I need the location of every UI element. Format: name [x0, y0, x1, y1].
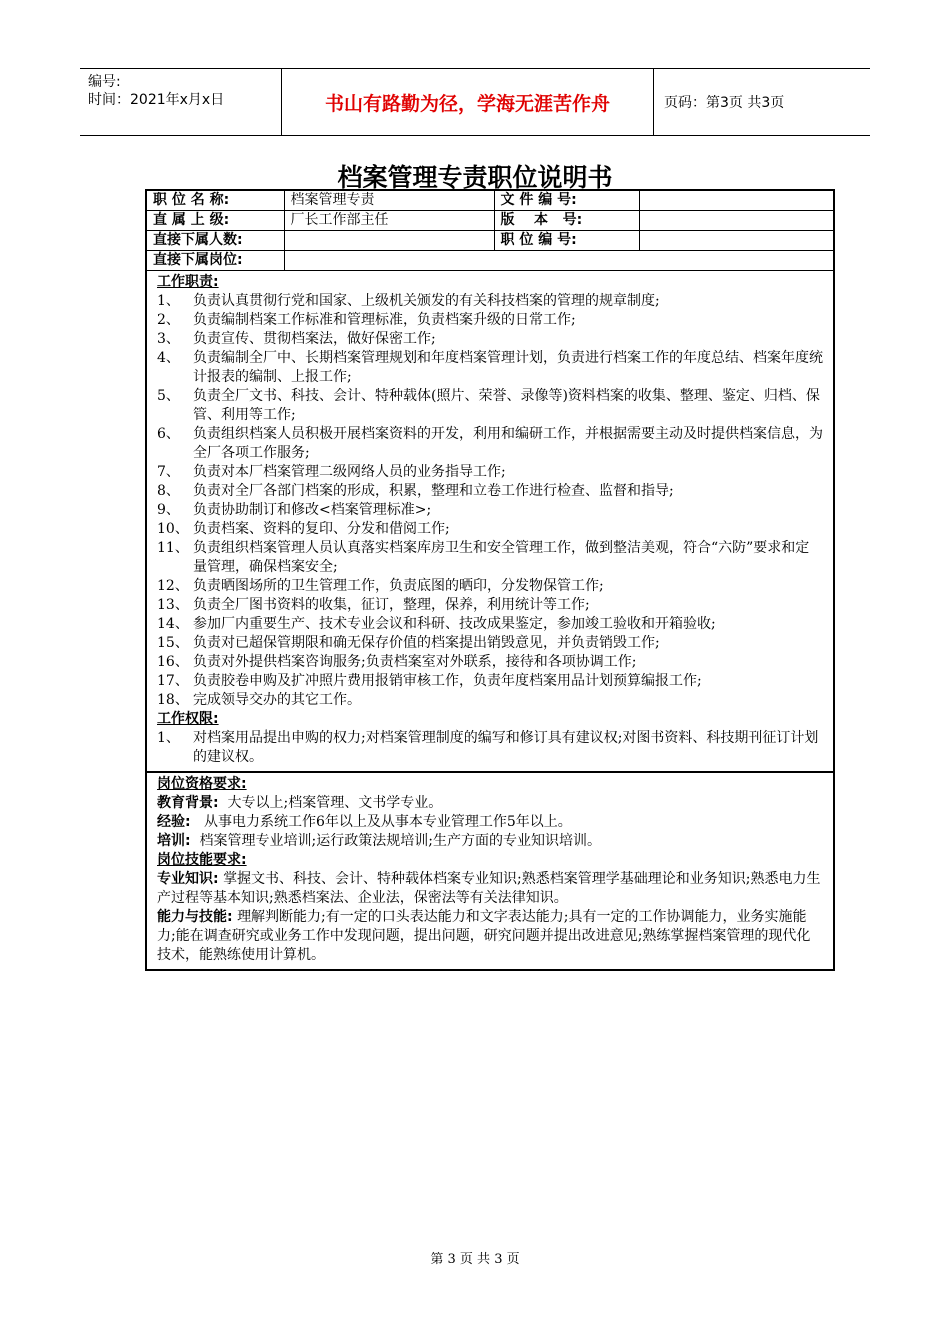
qualifications-section — [146, 772, 834, 970]
subordinate-position-value — [284, 251, 834, 271]
knowledge-text: 掌握文书、科技、会计、特种载体档案专业知识;熟悉档案管理学基础理论和业务知识;熟悉电力生产过程等基本知识;熟悉档案法、企业法，保密法等有关法律知识。 — [157, 871, 821, 906]
version-label: 版 本 号: — [494, 211, 639, 231]
ability-label: 能力与技能: — [157, 909, 233, 925]
authority-list — [157, 729, 823, 767]
document-title: 档案管理专责职位说明书 — [337, 163, 613, 192]
training-text: 档案管理专业培训;运行政策法规培训;生产方面的专业知识培训。 — [199, 833, 601, 849]
experience-label: 经验: — [157, 814, 191, 830]
duties-list — [157, 292, 823, 710]
item-number: 10、 — [157, 521, 189, 537]
item-text: 负责档案、资料的复印、分发和借阅工作; — [193, 521, 450, 537]
list-item — [157, 691, 823, 710]
item-number: 7、 — [157, 464, 180, 480]
list-item — [157, 292, 823, 311]
position-number-value — [639, 231, 834, 251]
item-text: 负责全厂图书资料的收集，征订，整理，保养，利用统计等工作; — [193, 597, 590, 613]
duties-heading: 工作职责: — [157, 274, 219, 290]
list-item — [157, 672, 823, 691]
doc-number-label: 文 件 编 号: — [494, 190, 639, 211]
authority-heading: 工作权限: — [157, 711, 219, 727]
training-label: 培训: — [157, 833, 191, 849]
item-text: 负责协助制订和修改<档案管理标准>; — [193, 502, 432, 518]
number-label: 编号: — [88, 74, 121, 90]
item-text: 完成领导交办的其它工作。 — [193, 692, 361, 708]
item-text: 负责宣传、贯彻档案法，做好保密工作; — [193, 331, 436, 347]
item-number: 18、 — [157, 692, 189, 708]
item-text: 负责认真贯彻行党和国家、上级机关颁发的有关科技档案的管理的规章制度; — [193, 293, 660, 309]
experience-text: 从事电力系统工作6年以上及从事本专业管理工作5年以上。 — [203, 814, 572, 830]
table-row — [146, 251, 834, 271]
superior-value: 厂长工作部主任 — [284, 211, 494, 231]
list-item — [157, 349, 823, 387]
list-item — [157, 539, 823, 577]
page-label: 页码：第3页 共3页 — [664, 95, 785, 111]
item-text: 负责晒图场所的卫生管理工作，负责底图的晒印，分发物保管工作; — [193, 578, 604, 594]
job-description-table — [145, 189, 835, 971]
position-number-label: 职 位 编 号: — [494, 231, 639, 251]
doc-number-value — [639, 190, 834, 211]
list-item — [157, 501, 823, 520]
page-header — [80, 68, 870, 136]
header-meta — [80, 69, 281, 135]
list-item — [157, 311, 823, 330]
list-item — [157, 520, 823, 539]
item-number: 14、 — [157, 616, 189, 632]
knowledge-line — [157, 870, 823, 908]
qualifications-heading: 岗位资格要求: — [157, 776, 247, 792]
table-row — [146, 772, 834, 970]
education-line — [157, 794, 823, 813]
motto: 书山有路勤为径，学海无涯苦作舟 — [324, 92, 610, 115]
list-item — [157, 653, 823, 672]
position-name-label: 职 位 名 称: — [146, 190, 284, 211]
position-name-value: 档案管理专责 — [284, 190, 494, 211]
subordinate-position-label: 直接下属岗位: — [146, 251, 284, 271]
item-text: 负责胶卷申购及扩冲照片费用报销审核工作，负责年度档案用品计划预算编报工作; — [193, 673, 702, 689]
item-text: 负责对全厂各部门档案的形成，积累，整理和立卷工作进行检查、监督和指导; — [193, 483, 674, 499]
date-label: 时间：2021年x月x日 — [88, 92, 225, 108]
item-number: 17、 — [157, 673, 189, 689]
item-text: 负责编制档案工作标准和管理标准，负责档案升级的日常工作; — [193, 312, 576, 328]
item-number: 4、 — [157, 350, 180, 366]
list-item — [157, 425, 823, 463]
item-number: 5、 — [157, 388, 180, 404]
version-value — [639, 211, 834, 231]
item-text: 负责编制全厂中、长期档案管理规划和年度档案管理计划，负责进行档案工作的年度总结、档案年度统计报表的编制、上报工作; — [193, 350, 823, 385]
table-row — [146, 211, 834, 231]
item-text: 对档案用品提出申购的权力;对档案管理制度的编写和修订具有建议权;对图书资料、科技期刊征订计划的建议权。 — [193, 730, 819, 765]
training-line — [157, 832, 823, 851]
list-item — [157, 482, 823, 501]
education-text: 大专以上;档案管理、文书学专业。 — [227, 795, 443, 811]
ability-text: 理解判断能力;有一定的口头表达能力和文字表达能力;具有一定的工作协调能力，业务实施能力;能在调查研究或业务工作中发现问题，提出问题，研究问题并提出改进意见;熟练掌握档案管理的现代化技术，能熟练使用计算机。 — [157, 909, 811, 963]
item-text: 负责对外提供档案咨询服务;负责档案室对外联系，接待和各项协调工作; — [193, 654, 637, 670]
education-label: 教育背景: — [157, 795, 219, 811]
subordinate-count-value — [284, 231, 494, 251]
item-text: 负责组织档案人员积极开展档案资料的开发，利用和编研工作，并根据需要主动及时提供档案信息，为全厂各项工作服务; — [193, 426, 823, 461]
item-number: 2、 — [157, 312, 180, 328]
item-number: 11、 — [157, 540, 189, 556]
item-text: 参加厂内重要生产、技术专业会议和科研、技改成果鉴定，参加竣工验收和开箱验收; — [193, 616, 716, 632]
item-number: 8、 — [157, 483, 180, 499]
item-text: 负责对已超保管期限和确无保存价值的档案提出销毁意见，并负责销毁工作; — [193, 635, 660, 651]
list-item — [157, 387, 823, 425]
item-text: 负责对本厂档案管理二级网络人员的业务指导工作; — [193, 464, 506, 480]
skills-heading: 岗位技能要求: — [157, 852, 247, 868]
table-row — [146, 190, 834, 211]
table-row — [146, 271, 834, 773]
knowledge-label: 专业知识: — [157, 871, 219, 887]
list-item — [157, 330, 823, 349]
list-item — [157, 596, 823, 615]
superior-label: 直 属 上 级: — [146, 211, 284, 231]
item-number: 12、 — [157, 578, 189, 594]
ability-line — [157, 908, 823, 965]
item-number: 1、 — [157, 293, 180, 309]
experience-line — [157, 813, 823, 832]
item-text: 负责全厂文书、科技、会计、特种载体(照片、荣誉、录像等)资料档案的收集、整理、鉴定、归档、保管、利用等工作; — [193, 388, 820, 423]
item-number: 16、 — [157, 654, 189, 670]
list-item — [157, 577, 823, 596]
list-item — [157, 463, 823, 482]
item-number: 9、 — [157, 502, 180, 518]
table-row — [146, 231, 834, 251]
item-number: 13、 — [157, 597, 189, 613]
page-footer: 第 3 页 共 3 页 — [430, 1252, 520, 1267]
item-number: 6、 — [157, 426, 180, 442]
item-number: 3、 — [157, 331, 180, 347]
item-text: 负责组织档案管理人员认真落实档案库房卫生和安全管理工作，做到整洁美观，符合“六防”要求和定量管理，确保档案安全; — [193, 540, 810, 575]
list-item — [157, 729, 823, 767]
item-number: 1、 — [157, 730, 180, 746]
duties-section — [146, 271, 834, 773]
subordinate-count-label: 直接下属人数: — [146, 231, 284, 251]
list-item — [157, 634, 823, 653]
item-number: 15、 — [157, 635, 189, 651]
list-item — [157, 615, 823, 634]
